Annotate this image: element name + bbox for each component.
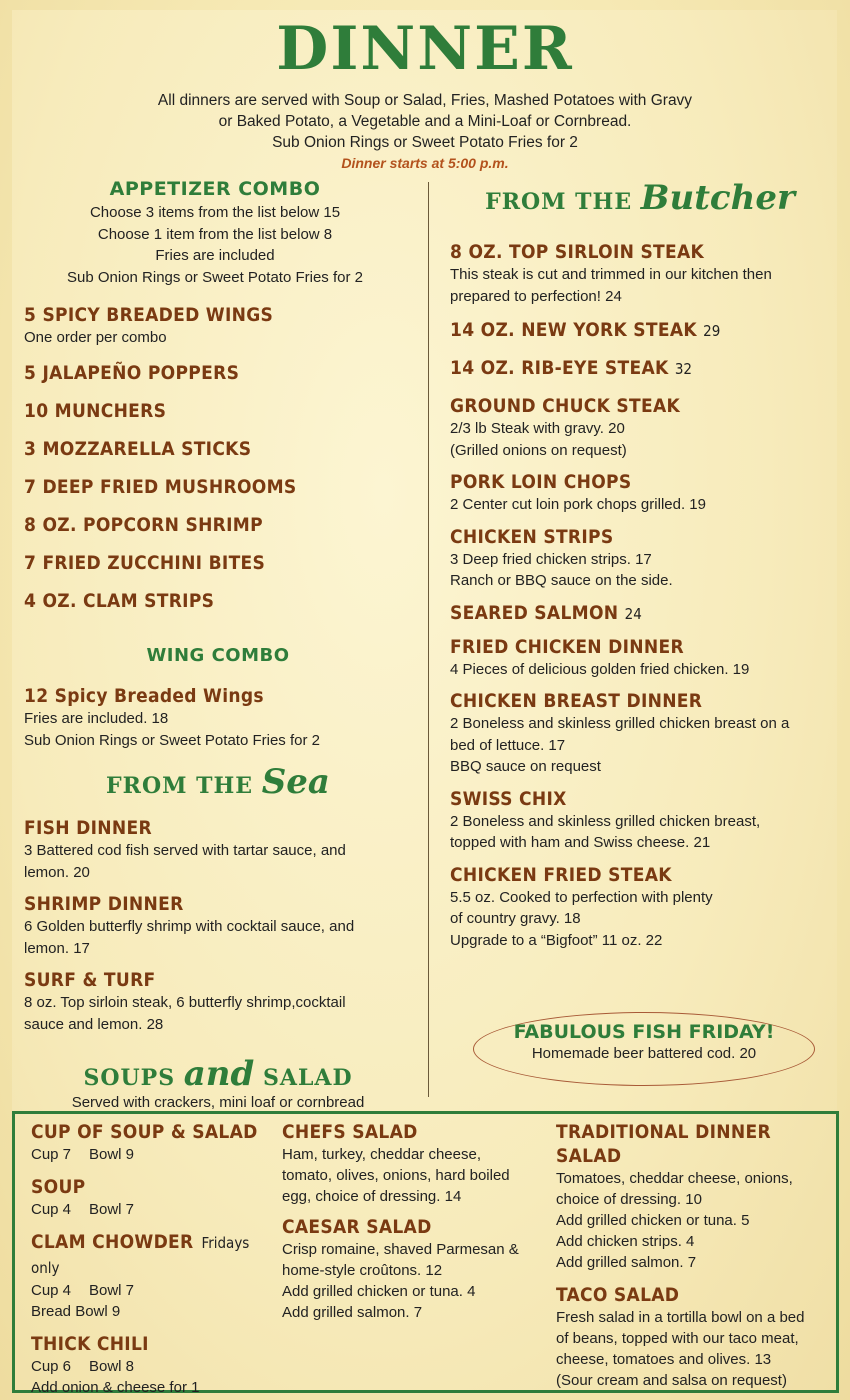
heading-script: and — [183, 1054, 255, 1094]
menu-item-title: CUP OF SOUP & SALAD — [31, 1121, 258, 1143]
menu-item-title: SWISS CHIX — [450, 787, 567, 810]
menu-item-desc: 2/3 lb Steak with gravy. 20 — [450, 420, 625, 437]
combo-line: Fries are included — [155, 247, 275, 264]
menu-item-desc: Crisp romaine, shaved Parmesan & — [282, 1241, 519, 1258]
cup-price: Cup 6 — [31, 1358, 72, 1375]
appetizer-list — [24, 303, 424, 613]
menu-item-desc: choice of dressing. 10 — [556, 1191, 702, 1208]
heading-text: SOUPS — [83, 1065, 176, 1091]
menu-item-desc: Upgrade to a “Bigfoot” 11 oz. 22 — [450, 931, 663, 949]
intro-line: All dinners are served with Soup or Salad, Fries, Mashed Potatoes with Gravy — [157, 92, 693, 109]
menu-item-desc: 2 Center cut loin pork chops grilled. 19 — [450, 496, 706, 513]
menu-item-desc: 3 Deep fried chicken strips. 17 — [450, 550, 652, 568]
soups-salad-box — [12, 1111, 839, 1396]
soups-column — [31, 1118, 271, 1398]
column-divider — [428, 182, 429, 1097]
menu-item-desc: 8 oz. Top sirloin steak, 6 butterfly shrimp,cocktail — [24, 994, 346, 1011]
menu-item-desc — [31, 1356, 271, 1377]
menu-item-desc: Add onion & cheese for 1 — [31, 1379, 200, 1396]
menu-item-title: 12 Spicy Breaded Wings — [24, 685, 264, 707]
item-name: CLAM CHOWDER — [31, 1231, 194, 1253]
cup-price: Cup 7 — [31, 1146, 72, 1163]
menu-item-desc: Add grilled salmon. 7 — [282, 1304, 423, 1321]
menu-item-desc: 6 Golden butterfly shrimp with cocktail sauce, and — [24, 918, 355, 935]
item-name: SEARED SALMON — [450, 601, 619, 624]
combo-line: Sub Onion Rings or Sweet Potato Fries for 2 — [67, 268, 363, 286]
soups-subheading: Served with crackers, mini loaf or cornbread — [71, 1094, 365, 1111]
menu-item-title: GROUND CHUCK STEAK — [450, 395, 681, 417]
menu-item-title: CHICKEN BREAST DINNER — [450, 690, 703, 712]
menu-item-title: 3 MOZZARELLA STICKS — [24, 437, 252, 460]
menu-item-title: 8 OZ. TOP SIRLOIN STEAK — [450, 241, 705, 263]
menu-item-title: SHRIMP DINNER — [24, 893, 184, 915]
menu-item-desc: Fresh salad in a tortilla bowl on a bed — [556, 1309, 805, 1326]
menu-item-desc: topped with ham and Swiss cheese. 21 — [450, 834, 711, 851]
menu-item-desc: Tomatoes, cheddar cheese, onions, — [556, 1170, 793, 1187]
menu-item-desc: Add grilled salmon. 7 — [556, 1254, 697, 1271]
dinner-start-time: Dinner starts at 5:00 p.m. — [341, 155, 509, 171]
menu-item-desc: lemon. 17 — [24, 939, 90, 957]
menu-item-title: THICK CHILI — [31, 1333, 149, 1355]
menu-item-title: 4 OZ. CLAM STRIPS — [24, 589, 215, 612]
menu-item-desc — [31, 1144, 271, 1165]
menu-item-title: FRIED CHICKEN DINNER — [450, 635, 684, 658]
menu-item-desc — [31, 1199, 271, 1220]
intro — [0, 90, 850, 174]
menu-item-desc: (Sour cream and salsa on request) — [556, 1372, 787, 1389]
heading-text: FROM THE — [106, 773, 254, 799]
intro-line: Sub Onion Rings or Sweet Potato Fries for 2 — [272, 134, 578, 151]
menu-item-desc: 3 Battered cod fish served with tartar sauce, and — [24, 842, 346, 859]
menu-item-desc: 4 Pieces of delicious golden fried chicken. 19 — [450, 660, 750, 678]
menu-item-desc: Add grilled chicken or tuna. 4 — [282, 1283, 476, 1300]
bowl-price: Bowl 7 — [89, 1282, 135, 1299]
menu-item-title — [450, 601, 835, 626]
menu-item-desc: bed of lettuce. 17 — [450, 736, 566, 754]
cup-price: Cup 4 — [31, 1201, 72, 1218]
page-title: DINNER — [276, 14, 574, 84]
menu-item-desc: of beans, topped with our taco meat, — [556, 1330, 799, 1347]
wing-combo — [24, 684, 424, 751]
menu-item-desc: cheese, tomatoes and olives. 13 — [556, 1351, 772, 1368]
item-note: Fridays only — [31, 1234, 250, 1277]
menu-item-desc: home-style croûtons. 12 — [282, 1262, 443, 1279]
menu-item-title: 8 OZ. POPCORN SHRIMP — [24, 513, 263, 536]
menu-item-desc: of country gravy. 18 — [450, 910, 581, 927]
menu-item-title — [450, 356, 835, 381]
menu-item-title: TACO SALAD — [556, 1284, 680, 1306]
menu-item-desc: egg, choice of dressing. 14 — [282, 1188, 462, 1205]
item-price: 32 — [674, 360, 692, 378]
fish-friday-callout — [473, 1012, 815, 1086]
menu-item-desc: 2 Boneless and skinless grilled chicken breast, — [450, 812, 761, 830]
salads-right-column — [556, 1118, 834, 1391]
menu-item-title — [31, 1230, 271, 1280]
menu-item-desc: Ham, turkey, cheddar cheese, — [282, 1146, 481, 1163]
menu-item-title: CHICKEN FRIED STEAK — [450, 863, 672, 886]
menu-item-desc: Bread Bowl 9 — [31, 1303, 121, 1320]
heading-script: Butcher — [640, 178, 795, 218]
appetizer-combo — [0, 176, 430, 288]
item-name: 14 OZ. NEW YORK STEAK — [450, 319, 697, 341]
menu-item-desc: (Grilled onions on request) — [450, 441, 627, 459]
sea-list — [24, 816, 424, 1035]
menu-item-title: 5 SPICY BREADED WINGS — [24, 304, 274, 326]
item-name: 14 OZ. RIB-EYE STEAK — [450, 357, 669, 379]
menu-item-desc: Add grilled chicken or tuna. 5 — [556, 1212, 750, 1229]
fish-friday-desc: Homemade beer battered cod. 20 — [531, 1045, 757, 1062]
bowl-price: Bowl 9 — [89, 1146, 135, 1163]
menu-item-title: PORK LOIN CHOPS — [450, 471, 632, 493]
menu-item-desc: Ranch or BBQ sauce on the side. — [450, 572, 673, 589]
cup-price: Cup 4 — [31, 1282, 72, 1299]
menu-item-desc: 5.5 oz. Cooked to perfection with plenty — [450, 888, 713, 906]
soups-heading — [0, 1054, 436, 1094]
section-heading: APPETIZER COMBO — [109, 178, 321, 200]
bowl-price: Bowl 7 — [89, 1201, 135, 1218]
item-price: 24 — [624, 604, 642, 623]
heading-text: SALAD — [262, 1065, 353, 1091]
menu-item-title: 7 FRIED ZUCCHINI BITES — [24, 551, 266, 574]
combo-line: Choose 3 items from the list below 15 — [89, 204, 341, 221]
menu-item-title: CHICKEN STRIPS — [450, 525, 614, 548]
menu-item-desc: Add chicken strips. 4 — [556, 1233, 695, 1250]
combo-line: Choose 1 item from the list below 8 — [97, 225, 333, 243]
menu-item-desc: Fries are included. 18 — [24, 710, 169, 727]
item-price: 29 — [703, 322, 721, 340]
menu-item-desc: Sub Onion Rings or Sweet Potato Fries for 2 — [24, 731, 320, 749]
menu-item-title: CAESAR SALAD — [282, 1216, 432, 1238]
fish-friday-heading: FABULOUS FISH FRIDAY! — [513, 1021, 775, 1043]
heading-script: Sea — [261, 762, 330, 802]
menu-item-title: 7 DEEP FRIED MUSHROOMS — [24, 475, 297, 498]
menu-item-title: SOUP — [31, 1176, 86, 1198]
menu-item-desc: BBQ sauce on request — [450, 758, 601, 775]
menu-item-desc: This steak is cut and trimmed in our kitchen then — [450, 266, 772, 283]
menu-item-desc: lemon. 20 — [24, 863, 90, 881]
sea-heading — [0, 762, 436, 802]
menu-item-desc: prepared to perfection! 24 — [450, 287, 622, 305]
heading-text: FROM THE — [485, 189, 633, 215]
bowl-price: Bowl 8 — [89, 1358, 135, 1375]
intro-line: or Baked Potato, a Vegetable and a Mini-Loaf or Cornbread. — [218, 113, 632, 130]
butcher-list — [450, 240, 835, 951]
butcher-heading — [430, 178, 850, 218]
menu-item-title — [450, 318, 835, 343]
menu-item-title: FISH DINNER — [24, 817, 152, 839]
menu-item-desc: tomato, olives, onions, hard boiled — [282, 1167, 510, 1184]
menu-item-title: CHEFS SALAD — [282, 1121, 418, 1143]
menu-item-desc: sauce and lemon. 28 — [24, 1015, 164, 1033]
menu-item-desc: One order per combo — [24, 329, 167, 346]
menu-item-desc — [31, 1280, 271, 1301]
menu-item-title: SURF & TURF — [24, 969, 156, 991]
menu-item-desc: 2 Boneless and skinless grilled chicken breast on a — [450, 715, 790, 732]
wing-combo-heading: WING COMBO — [146, 645, 290, 666]
menu-item-title: TRADITIONAL DINNER SALAD — [556, 1121, 771, 1167]
salads-middle-column — [282, 1118, 552, 1323]
menu-item-title: 10 MUNCHERS — [24, 399, 167, 422]
menu-item-title: 5 JALAPEÑO POPPERS — [24, 361, 240, 384]
